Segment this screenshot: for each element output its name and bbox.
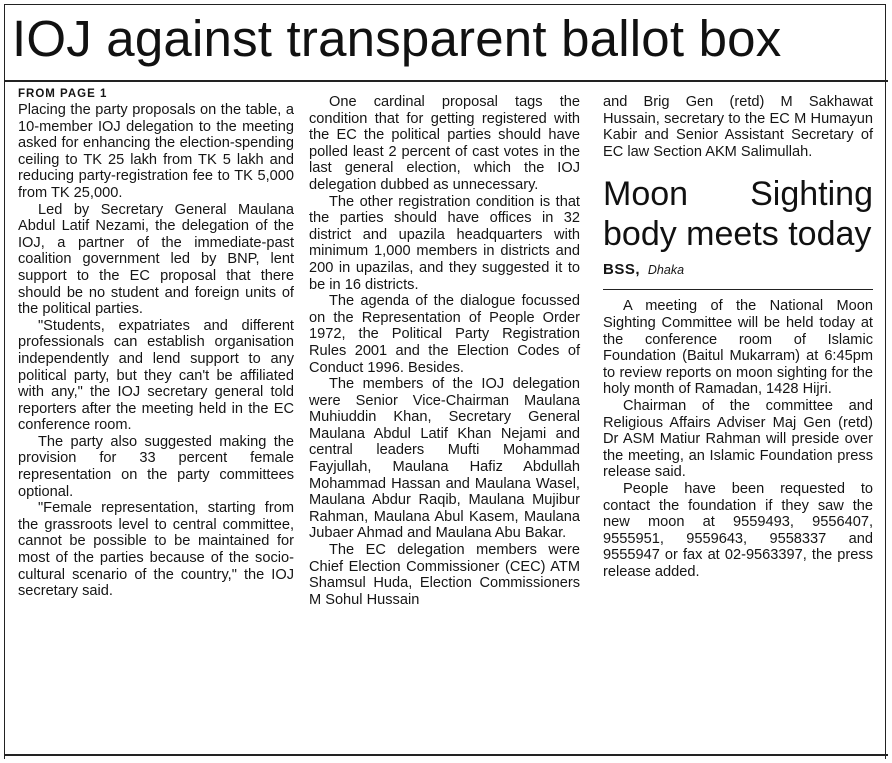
byline-rule [603, 289, 873, 290]
paragraph: One cardinal proposal tags the condition that for getting registered with the EC the political parties should have polled least 2 percent of cast votes in the last general election, which the IOJ delegation dubbed as unnecessary. [309, 94, 580, 193]
paragraph: The members of the IOJ delegation were Senior Vice-Chairman Maulana Muhiuddin Khan, Secretary General Maulana Abdul Latif Khan Nejami and central leaders Mufti Mohammad Fayjullah, Maulana Hafiz Abdullah Mohammad Hassan and Maulana Wasel, Maulana Abdur Raqib, Maulana Mujibur Rahman, Maulana Abul Kasem, Maulana Jubaer Ahmad and Maulana Abu Bakar. [309, 376, 580, 542]
paragraph: Placing the party proposals on the table, a 10-member IOJ delegation to the meeting asked for enhancing the election-spending ceiling to TK 25 lakh from TK 5 lakh and reducing party-registration fee to TK 5,000 from TK 25,000. [18, 102, 294, 201]
paragraph: People have been requested to contact the foundation if they saw the new moon at 9559493, 9556407, 9555951, 9559643, 9558337 and 9555947 or fax at 02-9563397, the press release added. [603, 480, 873, 580]
byline [603, 260, 873, 279]
paragraph: "Female representation, starting from the grassroots level to central committee, cannot be possible to be maintained for most of the parties because of the socio-cultural scenario of the country," the IOJ secretary said. [18, 500, 294, 600]
kicker: FROM PAGE 1 [18, 88, 108, 100]
paragraph: Chairman of the committee and Religious Affairs Adviser Maj Gen (retd) Dr ASM Matiur Rahman will preside over the meeting, an Islamic Foundation press release said. [603, 397, 873, 481]
paragraph: and Brig Gen (retd) M Sakhawat Hussain, secretary to the EC M Humayun Kabir and Senior Assistant Secretary of EC law Section AKM Salimullah. [603, 94, 873, 160]
headline-rule [4, 80, 888, 82]
page-title: IOJ against transparent ballot box [12, 10, 782, 67]
paragraph: The party also suggested making the provision for 33 percent female representation on the party committees optional. [18, 433, 294, 500]
column-1 [18, 88, 294, 600]
paragraph: The EC delegation members were Chief Election Commissioner (CEC) ATM Shamsul Huda, Election Commissioners M Sohul Hussain [309, 542, 580, 608]
paragraph: A meeting of the National Moon Sighting Committee will be held today at the conference room of Islamic Foundation (Baitul Mukarram) at 6:45pm to review reports on moon sighting for the holy month of Ramadan, 1428 Hijri. [603, 298, 873, 398]
paragraph: The other registration condition is that the parties should have offices in 32 district and upazila headquarters with minimum 1,000 members in districts and 200 in upazilas, and they suggested it to be in 16 districts. [309, 193, 580, 293]
paragraph: The agenda of the dialogue focussed on the Representation of People Order 1972, the Political Party Registration Rules 2001 and the Election Codes of Conduct 1996. Besides. [309, 293, 580, 376]
story-headline: Moon Sighting body meets today [603, 175, 873, 254]
bottom-rule [4, 754, 888, 756]
column-2 [309, 94, 580, 608]
byline-agency: BSS, [603, 261, 641, 279]
column-3 [603, 94, 873, 580]
byline-place: Dhaka [647, 263, 685, 278]
paragraph: Led by Secretary General Maulana Abdul Latif Nezami, the delegation of the IOJ, a partner of the immediate-past coalition government led by BNP, lent support to the EC proposal that there should be no student and foreign units of the political parties. [18, 201, 294, 318]
paragraph: "Students, expatriates and different professionals can establish organisation independently and lend support to any political party, but they can't be affiliated with any," the IOJ secretary general told reporters after the meeting held in the EC conference room. [18, 317, 294, 434]
